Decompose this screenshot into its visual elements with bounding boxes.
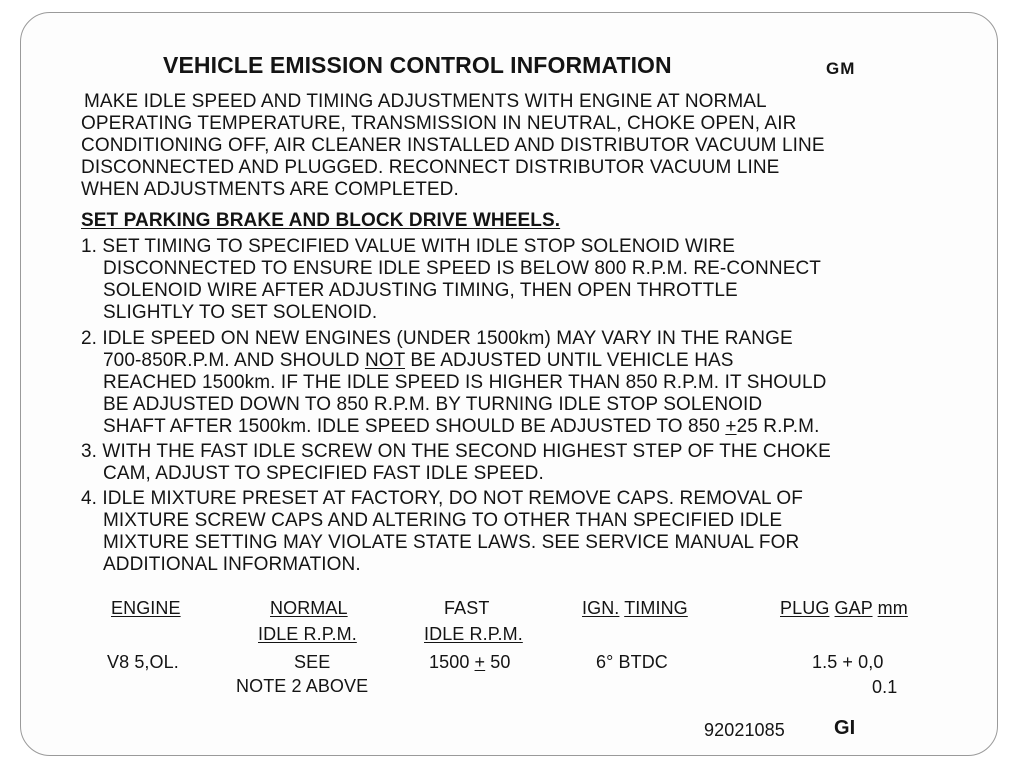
normal-idle-value: SEE xyxy=(294,652,331,672)
step-2-text: SHAFT AFTER 1500km. IDLE SPEED SHOULD BE ADJUSTED TO 850 xyxy=(103,416,726,437)
step-2-text: 25 R.P.M. xyxy=(736,416,820,437)
step-2-line: BE ADJUSTED DOWN TO 850 R.P.M. BY TURNING IDLE STOP SOLENOID xyxy=(103,394,763,415)
step-2-line xyxy=(103,416,819,438)
not-emphasis: NOT xyxy=(364,350,406,371)
intro-line: OPERATING TEMPERATURE, TRANSMISSION IN NEUTRAL, CHOKE OPEN, AIR xyxy=(81,113,797,134)
step-4-line: 4. IDLE MIXTURE PRESET AT FACTORY, DO NOT REMOVE CAPS. REMOVAL OF xyxy=(81,488,803,509)
timing-text: TIMING xyxy=(624,598,688,618)
step-4-line: ADDITIONAL INFORMATION. xyxy=(103,554,361,575)
table-header-fast-idle: IDLE R.P.M. xyxy=(424,624,523,644)
plus-minus-sign: + xyxy=(474,652,486,672)
step-4-line: MIXTURE SETTING MAY VIOLATE STATE LAWS. SEE SERVICE MANUAL FOR xyxy=(103,532,800,553)
step-2-line: 2. IDLE SPEED ON NEW ENGINES (UNDER 1500km) MAY VARY IN THE RANGE xyxy=(81,328,793,349)
fast-idle-number: 1500 xyxy=(429,652,475,672)
step-1-line: SLIGHTLY TO SET SOLENOID. xyxy=(103,302,378,323)
step-1-line: SOLENOID WIRE AFTER ADJUSTING TIMING, THEN OPEN THROTTLE xyxy=(103,280,738,301)
gap-text: GAP xyxy=(834,598,873,618)
step-4-line: MIXTURE SCREW CAPS AND ALTERING TO OTHER THAN SPECIFIED IDLE xyxy=(103,510,783,531)
fast-idle-tolerance: 50 xyxy=(485,652,511,672)
intro-line: MAKE IDLE SPEED AND TIMING ADJUSTMENTS WITH ENGINE AT NORMAL xyxy=(84,91,767,112)
intro-line: WHEN ADJUSTMENTS ARE COMPLETED. xyxy=(81,179,459,200)
table-header-normal-idle: IDLE R.P.M. xyxy=(258,624,357,644)
label-title: VEHICLE EMISSION CONTROL INFORMATION xyxy=(163,52,672,78)
intro-line: DISCONNECTED AND PLUGGED. RECONNECT DISTRIBUTOR VACUUM LINE xyxy=(81,157,780,178)
step-1-line: DISCONNECTED TO ENSURE IDLE SPEED IS BELOW 800 R.P.M. RE-CONNECT xyxy=(103,258,821,279)
table-header-ign-timing xyxy=(582,597,688,619)
table-header-normal: NORMAL xyxy=(270,598,348,618)
plus-minus-sign: + xyxy=(725,416,737,437)
step-2-text: 700-850R.P.M. AND SHOULD xyxy=(103,350,365,371)
mm-text: mm xyxy=(877,598,908,618)
plug-gap-value: 1.5 + 0,0 xyxy=(812,652,884,672)
ign-text: IGN. xyxy=(582,598,620,618)
step-3-line: CAM, ADJUST TO SPECIFIED FAST IDLE SPEED. xyxy=(103,463,544,484)
engine-value: V8 5,OL. xyxy=(107,652,179,672)
step-2-text: BE ADJUSTED UNTIL VEHICLE HAS xyxy=(405,350,734,371)
fast-idle-value xyxy=(429,651,511,673)
plug-gap-tolerance: 0.1 xyxy=(872,677,898,697)
timing-value: 6° BTDC xyxy=(596,652,668,672)
section-heading: SET PARKING BRAKE AND BLOCK DRIVE WHEELS. xyxy=(81,210,561,231)
part-number: 92021085 xyxy=(704,720,785,740)
step-1-line: 1. SET TIMING TO SPECIFIED VALUE WITH IDLE STOP SOLENOID WIRE xyxy=(81,236,736,257)
normal-idle-note: NOTE 2 ABOVE xyxy=(236,676,369,696)
table-header-engine: ENGINE xyxy=(111,598,181,618)
plug-text: PLUG xyxy=(780,598,830,618)
intro-line: CONDITIONING OFF, AIR CLEANER INSTALLED AND DISTRIBUTOR VACUUM LINE xyxy=(81,135,825,156)
gm-logo: GM xyxy=(826,59,856,78)
step-3-line: 3. WITH THE FAST IDLE SCREW ON THE SECOND HIGHEST STEP OF THE CHOKE xyxy=(81,441,831,462)
plant-code: GI xyxy=(834,717,856,739)
table-header-plug-gap xyxy=(780,597,908,619)
table-header-fast: FAST xyxy=(444,598,490,618)
step-2-line: REACHED 1500km. IF THE IDLE SPEED IS HIGHER THAN 850 R.P.M. IT SHOULD xyxy=(103,372,827,393)
step-2-line xyxy=(103,350,734,372)
